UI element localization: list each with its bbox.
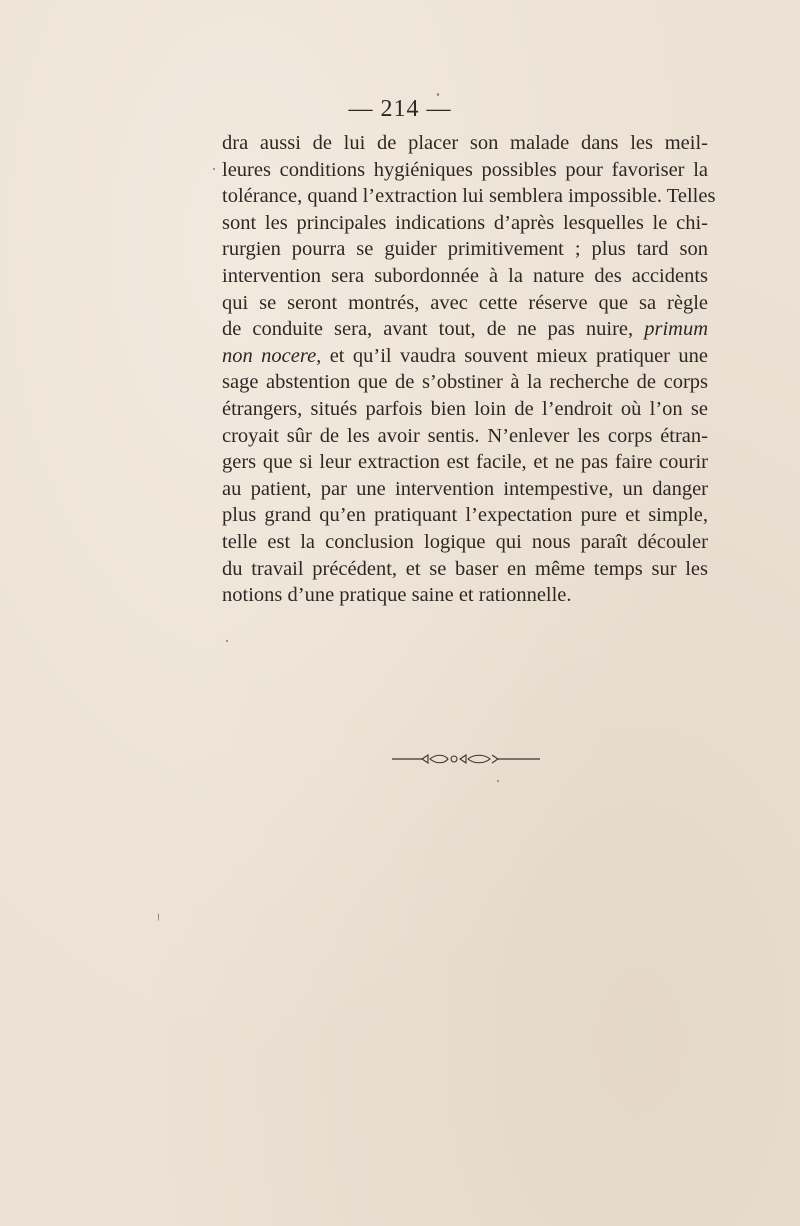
paper-speck: [226, 640, 228, 642]
text-segment: de conduite sera, avant tout, de ne pas nuire,: [222, 318, 634, 341]
text-line: qui se seront montrés, avec cette réserve que sa règle: [222, 291, 708, 314]
text-line: au patient, par une intervention intempestive, un danger: [222, 477, 708, 500]
paper-speck: [437, 93, 439, 96]
page-number: — 214 —: [348, 96, 452, 122]
text-line: gers que si leur extraction est facile, et ne pas faire courir: [222, 451, 708, 474]
ornamental-divider-icon: [392, 752, 540, 766]
text-line: telle est la conclusion logique qui nous paraît découler: [222, 530, 708, 553]
text-line: intervention sera subordonnée à la nature des accidents: [222, 264, 708, 287]
text-line: leures conditions hygiéniques possibles pour favoriser la: [222, 158, 708, 181]
text-line: sont les principales indications d’après lesquelles le chi-: [222, 211, 708, 234]
text-line: rurgien pourra se guider primitivement ; plus tard son: [222, 238, 708, 261]
text-segment: et qu’il vaudra souvent mieux pratiquer une: [329, 344, 709, 367]
body-text: [222, 130, 716, 609]
paper-speck: [497, 780, 499, 782]
text-line: tolérance, quand l’extraction lui semblera impossible. Telles: [222, 185, 716, 208]
italic-phrase: non nocere,: [222, 344, 322, 367]
text-line: dra aussi de lui de placer son malade dans les meil-: [222, 132, 708, 154]
text-line: plus grand qu’en pratiquant l’expectation pure et simple,: [222, 504, 708, 527]
text-line: du travail précédent, et se baser en même temps sur les: [222, 557, 708, 580]
text-line: notions d’une pratique saine et rationnelle.: [222, 584, 572, 607]
text-line-with-italic: [222, 343, 708, 370]
paper-speck: [213, 168, 215, 170]
text-line: sage abstention que de s’obstiner à la recherche de corps: [222, 371, 708, 394]
text-line: étrangers, situés parfois bien loin de l’endroit où l’on se: [222, 397, 708, 420]
paper-speck: [158, 913, 159, 921]
text-line-with-italic: [222, 316, 708, 343]
italic-phrase: primum: [644, 318, 709, 341]
text-line: croyait sûr de les avoir sentis. N’enlever les corps étran-: [222, 424, 708, 447]
